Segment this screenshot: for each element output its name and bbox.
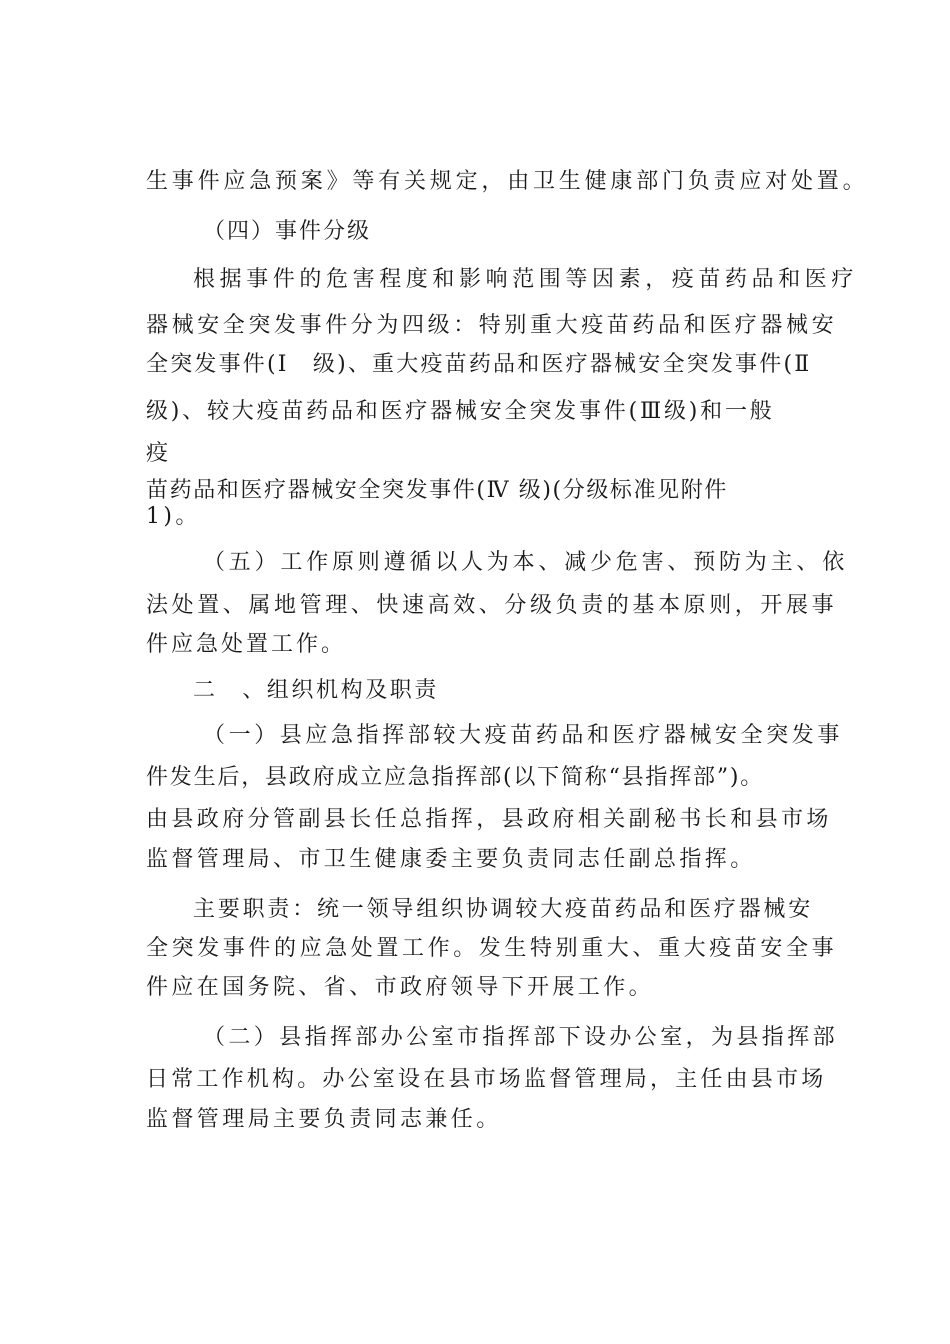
text-line: 苗药品和医疗器械安全突发事件(Ⅳ 级)(分级标准见附件 (146, 478, 728, 503)
text-line: 监督管理局主要负责同志兼任。 (146, 1107, 502, 1132)
text-line: 疫 (146, 441, 172, 466)
text-line: （一）县应急指挥部较大疫苗药品和医疗器械安全突发事 (203, 723, 844, 748)
text-line: 件发生后，县政府成立应急指挥部(以下简称“县指挥部”)。 (146, 765, 765, 790)
text-line: 监督管理局、市卫生健康委主要负责同志任副总指挥。 (146, 847, 756, 872)
section-heading: （四）事件分级 (203, 219, 372, 244)
text-line: 日常工作机构。办公室设在县市场监督管理局，主任由县市场 (146, 1067, 827, 1092)
text-line: 器械安全突发事件分为四级：特别重大疫苗药品和医疗器械安 (146, 313, 838, 338)
text-line: 1)。 (146, 504, 201, 529)
text-line: 生事件应急预案》等有关规定，由卫生健康部门负责应对处置。 (146, 169, 869, 194)
text-line: （二）县指挥部办公室市指挥部下设办公室，为县指挥部 (203, 1025, 839, 1050)
text-line: 全突发事件的应急处置工作。发生特别重大、重大疫苗安全事 (146, 936, 838, 961)
text-line: 由县政府分管副县长任总指挥，县政府相关副秘书长和县市场 (146, 807, 832, 832)
text-line: 根据事件的危害程度和影响范围等因素，疫苗药品和医疗 (193, 267, 859, 292)
text-line: 主要职责：统一领导组织协调较大疫苗药品和医疗器械安 (193, 897, 814, 922)
text-line: 法处置、属地管理、快速高效、分级负责的基本原则，开展事 (146, 593, 838, 618)
text-line: 全突发事件(I 级)、重大疫苗药品和医疗器械安全突发事件(Ⅱ (146, 352, 812, 377)
section-heading: 二 、组织机构及职责 (193, 678, 440, 703)
text-line: （五）工作原则遵循以人为本、减少危害、预防为主、依 (203, 550, 849, 575)
text-line: 级)、较大疫苗药品和医疗器械安全突发事件(Ⅲ级)和一般 (146, 399, 775, 424)
text-line: 件应在国务院、省、市政府领导下开展工作。 (146, 975, 655, 1000)
text-line: 件应急处置工作。 (146, 632, 347, 657)
